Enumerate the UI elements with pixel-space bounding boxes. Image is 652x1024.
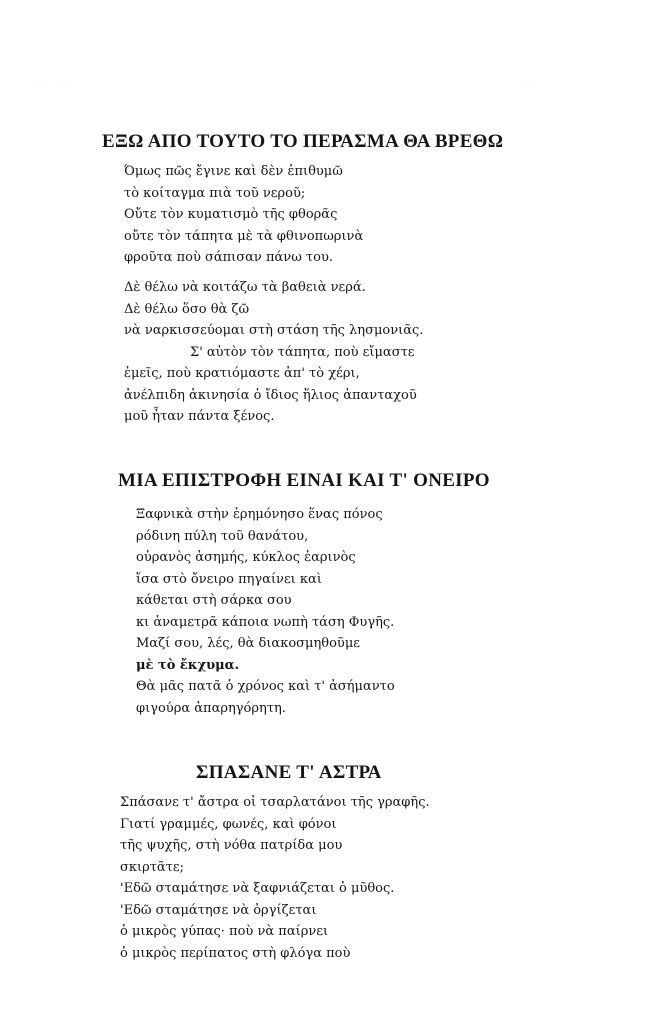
verse-line: Δὲ θέλω ὅσο θὰ ζῶ — [124, 301, 250, 317]
verse-line: σκιρτᾶτε; — [120, 859, 185, 875]
verse-line: ἴσα στὸ ὄνειρο πηγαίνει καὶ — [136, 571, 322, 587]
paper-speck: · ˙ — [520, 82, 536, 89]
verse-line: ὁ μικρὸς περίπατος στὴ φλόγα ποὺ — [120, 945, 351, 961]
verse-line: 'Εδῶ σταμάτησε νὰ ὀργίζεται — [120, 902, 317, 918]
stanza — [124, 277, 423, 428]
verse-line: Γιατί γραμμές, φωνές, καὶ φόνοι — [120, 816, 337, 832]
verse-line: νὰ ναρκισσεύομαι στὴ στάση τῆς λησμονιᾶς. — [124, 323, 424, 338]
verse-line: φροῦτα ποὺ σάπισαν πάνω του. — [124, 250, 333, 265]
verse-line: Όμως πῶς ἔγινε καὶ δὲν ἐπιθυμῶ — [124, 164, 343, 179]
verse-line: Δὲ θέλω νὰ κοιτάζω τὰ βαθειὰ νερά. — [124, 280, 366, 295]
poem-title: ΣΠΑΣΑΝΕ Τ' ΑΣΤΡΑ — [196, 762, 382, 783]
verse-line: φιγούρα ἀπαρηγόρητη. — [136, 700, 286, 716]
verse-line: Ξαφνικὰ στὴν ἐρημόνησο ἕνας πόνος — [136, 507, 383, 522]
verse-line: Μαζί σου, λές, θὰ διακοσμηθοῦμε — [136, 636, 360, 651]
verse-line: κι ἀναμετρᾶ κάποια νωπὴ τάση Φυγῆς. — [136, 614, 395, 630]
verse-line: 'Εδῶ σταμάτησε νὰ ξαφνιάζεται ὁ μῦθος. — [120, 881, 395, 896]
verse-line: Σπάσανε τ' ἄστρα οἱ τσαρλατάνοι τῆς γραφῆς. — [120, 795, 430, 810]
verse-line: ὁ μικρὸς γύπας· ποὺ νὰ παίρνει — [120, 924, 329, 939]
verse-line: μοῦ ἦταν πάντα ξένος. — [124, 409, 275, 424]
verse-line: Θὰ μᾶς πατᾶ ὁ χρόνος καὶ τ' ἀσήμαντο — [136, 679, 395, 694]
paper-speck: · ˙ · · — [36, 80, 72, 87]
verse-line: ἀνέλπιδη ἀκινησία ὁ ἴδιος ἥλιος ἀπανταχοῦ — [124, 387, 417, 403]
verse-line: τὸ κοίταγμα πιὰ τοῦ νεροῦ; — [124, 185, 306, 201]
stanza — [136, 504, 395, 719]
verse-line: ρόδινη πύλη τοῦ θανάτου, — [136, 528, 309, 544]
poem-title: ΜΙΑ ΕΠΙΣΤΡΟΦΗ ΕΙΝΑΙ ΚΑΙ Τ' ΟΝΕΙΡΟ — [118, 470, 490, 491]
verse-line: κάθεται στὴ σάρκα σου — [136, 593, 292, 608]
poem-title: ΕΞΩ ΑΠΟ ΤΟΥΤΟ ΤΟ ΠΕΡΑΣΜΑ ΘΑ ΒΡΕΘΩ — [102, 131, 504, 152]
verse-line: οὐρανὸς ἀσημής, κύκλος ἐαρινὸς — [136, 550, 356, 565]
verse-line: Σ' αὐτὸν τὸν τάπητα, ποὺ εἴμαστε — [190, 344, 415, 360]
verse-line: τῆς ψυχῆς, στὴ νόθα πατρίδα μου — [120, 838, 343, 853]
stanza — [120, 792, 430, 964]
verse-line: οὔτε τὸν τάπητα μὲ τὰ φθινοπωρινὰ — [124, 228, 364, 244]
verse-line: μὲ τὸ ἔκχυμα. — [136, 657, 240, 673]
stanza — [124, 161, 363, 269]
verse-line: Οὔτε τὸν κυματισμὸ τῆς φθορᾶς — [124, 207, 338, 222]
verse-line: ἐμεῖς, ποὺ κρατιόμαστε ἀπ' τὸ χέρι, — [124, 366, 360, 381]
